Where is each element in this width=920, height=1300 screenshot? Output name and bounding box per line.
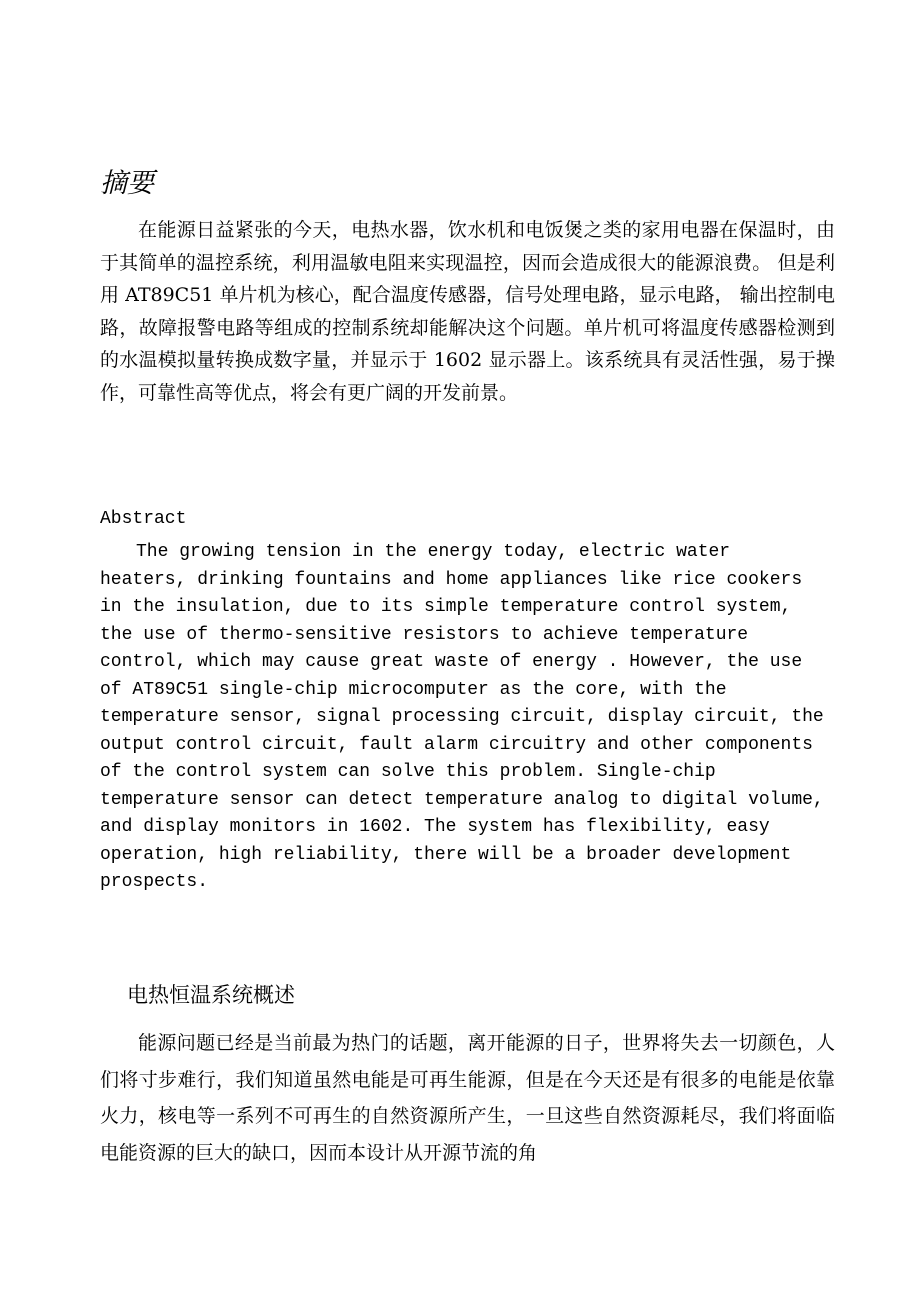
abstract-chinese-paragraph: 在能源日益紧张的今天，电热水器，饮水机和电饭煲之类的家用电器在保温时，由于其简单的温控系统，利用温敏电阻来实现温控，因而会造成很大的能源浪费。 但是利用 AT89C51 单片机为核心，配合温度传感器，信号处理电路，显示电路， 输出控制电路，故障报警电路等组成的控制系统却能解决这个问题。单片机可将温度传感器检测到的水温模拟量转换成数字量，并显示于 1602 显示器上。该系统具有灵活性强，易于操作，可靠性高等优点，将会有更广阔的开发前景。 (100, 219, 835, 404)
abstract-heading: 摘要 (100, 168, 154, 199)
abstract-english-heading: Abstract (100, 509, 187, 529)
abstract-english-paragraph: The growing tension in the energy today, electric water heaters, drinking fountains and home appliances like rice cookers in the insulation, due to its simple temperature control system, the use of thermo-sensitive resistors to achieve temperature control, which may cause great waste of energy . However, the use of AT89C51 single-chip microcomputer as the core, with the temperature sensor, signal processing circuit, display circuit, the output control circuit, fault alarm circuitry and other components of the control system can solve this problem. Single-chip temperature sensor can detect temperature analog to digital volume, and display monitors in 1602. The system has flexibility, easy operation, high reliability, there will be a broader development prospects. (100, 542, 824, 892)
section-heading: 电热恒温系统概述 (127, 983, 295, 1007)
section-paragraph: 能源问题已经是当前最为热门的话题，离开能源的日子，世界将失去一切颜色，人们将寸步难行，我们知道虽然电能是可再生能源，但是在今天还是有很多的电能是依靠火力，核电等一系列不可再生的自然资源所产生，一旦这些自然资源耗尽，我们将面临电能资源的巨大的缺口，因而本设计从开源节流的角 (100, 1032, 835, 1164)
